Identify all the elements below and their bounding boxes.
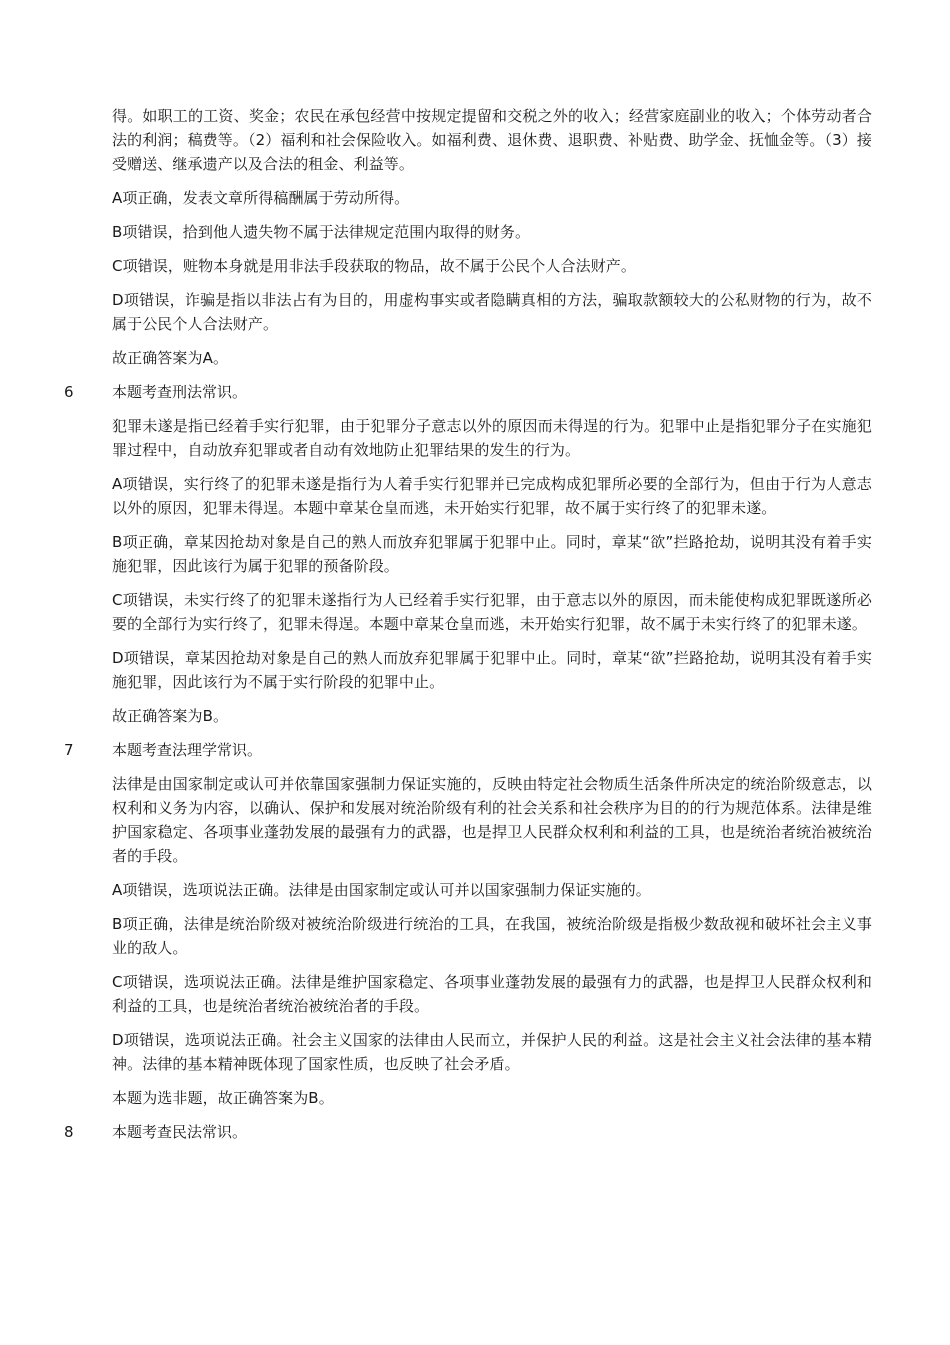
option-analysis-d: D项错误，章某因抢劫对象是自己的熟人而放弃犯罪属于犯罪中止。同时，章某“欲”拦路抢劫，说明其没有着手实施犯罪，因此该行为不属于实行阶段的犯罪中止。 (112, 649, 872, 691)
question-topic: 本题考查刑法常识。 (112, 383, 248, 401)
question-heading (62, 738, 872, 762)
paragraph: 犯罪未遂是指已经着手实行犯罪，由于犯罪分子意志以外的原因而未得逞的行为。犯罪中止是指犯罪分子在实施犯罪过程中，自动放弃犯罪或者自动有效地防止犯罪结果的发生的行为。 (112, 417, 872, 459)
question-number: 6 (64, 383, 74, 401)
option-analysis-d: D项错误，选项说法正确。社会主义国家的法律由人民而立，并保护人民的利益。这是社会主义社会法律的基本精神。法律的基本精神既体现了国家性质，也反映了社会矛盾。 (112, 1031, 872, 1073)
option-analysis-c: C项错误，赃物本身就是用非法手段获取的物品，故不属于公民个人合法财产。 (112, 257, 636, 275)
document-content (62, 104, 872, 1154)
question-heading (62, 380, 872, 404)
option-analysis-a: A项正确，发表文章所得稿酬属于劳动所得。 (112, 189, 410, 207)
option-analysis-c: C项错误，选项说法正确。法律是维护国家稳定、各项事业蓬勃发展的最强有力的武器，也是捍卫人民群众权利和利益的工具，也是统治者统治被统治者的手段。 (112, 973, 872, 1015)
answer-conclusion: 故正确答案为A。 (112, 349, 229, 367)
option-analysis-b: B项正确，法律是统治阶级对被统治阶级进行统治的工具，在我国，被统治阶级是指极少数敌视和破坏社会主义事业的敌人。 (112, 915, 872, 957)
paragraph: 得。如职工的工资、奖金；农民在承包经营中按规定提留和交税之外的收入；经营家庭副业的收入；个体劳动者合法的利润；稿费等。（2）福利和社会保险收入。如福利费、退休费、退职费、补贴费、助学金、抚恤金等。（3）接受赠送、继承遗产以及合法的租金、利益等。 (112, 107, 872, 173)
option-analysis-a: A项错误，选项说法正确。法律是由国家制定或认可并以国家强制力保证实施的。 (112, 881, 651, 899)
option-analysis-b: B项正确，章某因抢劫对象是自己的熟人而放弃犯罪属于犯罪中止。同时，章某“欲”拦路抢劫，说明其没有着手实施犯罪，因此该行为属于犯罪的预备阶段。 (112, 533, 872, 575)
option-analysis-b: B项错误，拾到他人遗失物不属于法律规定范围内取得的财务。 (112, 223, 531, 241)
question-topic: 本题考查民法常识。 (112, 1123, 248, 1141)
question-number: 7 (64, 741, 74, 759)
question-heading (62, 1120, 872, 1144)
option-analysis-d: D项错误，诈骗是指以非法占有为目的，用虚构事实或者隐瞒真相的方法，骗取款额较大的公私财物的行为，故不属于公民个人合法财产。 (112, 291, 872, 333)
question-number: 8 (64, 1123, 74, 1141)
answer-conclusion: 故正确答案为B。 (112, 707, 229, 725)
question-topic: 本题考查法理学常识。 (112, 741, 263, 759)
option-analysis-a: A项错误，实行终了的犯罪未遂是指行为人着手实行犯罪并已完成构成犯罪所必要的全部行为，但由于行为人意志以外的原因，犯罪未得逞。本题中章某仓皇而逃，未开始实行犯罪，故不属于实行终了的犯罪未遂。 (112, 475, 872, 517)
option-analysis-c: C项错误，未实行终了的犯罪未遂指行为人已经着手实行犯罪，由于意志以外的原因，而未能使构成犯罪既遂所必要的全部行为实行终了，犯罪未得逞。本题中章某仓皇而逃，未开始实行犯罪，故不属于未实行终了的犯罪未遂。 (112, 591, 872, 633)
answer-conclusion: 本题为选非题，故正确答案为B。 (112, 1089, 334, 1107)
paragraph: 法律是由国家制定或认可并依靠国家强制力保证实施的，反映由特定社会物质生活条件所决定的统治阶级意志，以权利和义务为内容，以确认、保护和发展对统治阶级有利的社会关系和社会秩序为目的的行为规范体系。法律是维护国家稳定、各项事业蓬勃发展的最强有力的武器，也是捍卫人民群众权利和利益的工具，也是统治者统治被统治者的手段。 (112, 775, 872, 865)
